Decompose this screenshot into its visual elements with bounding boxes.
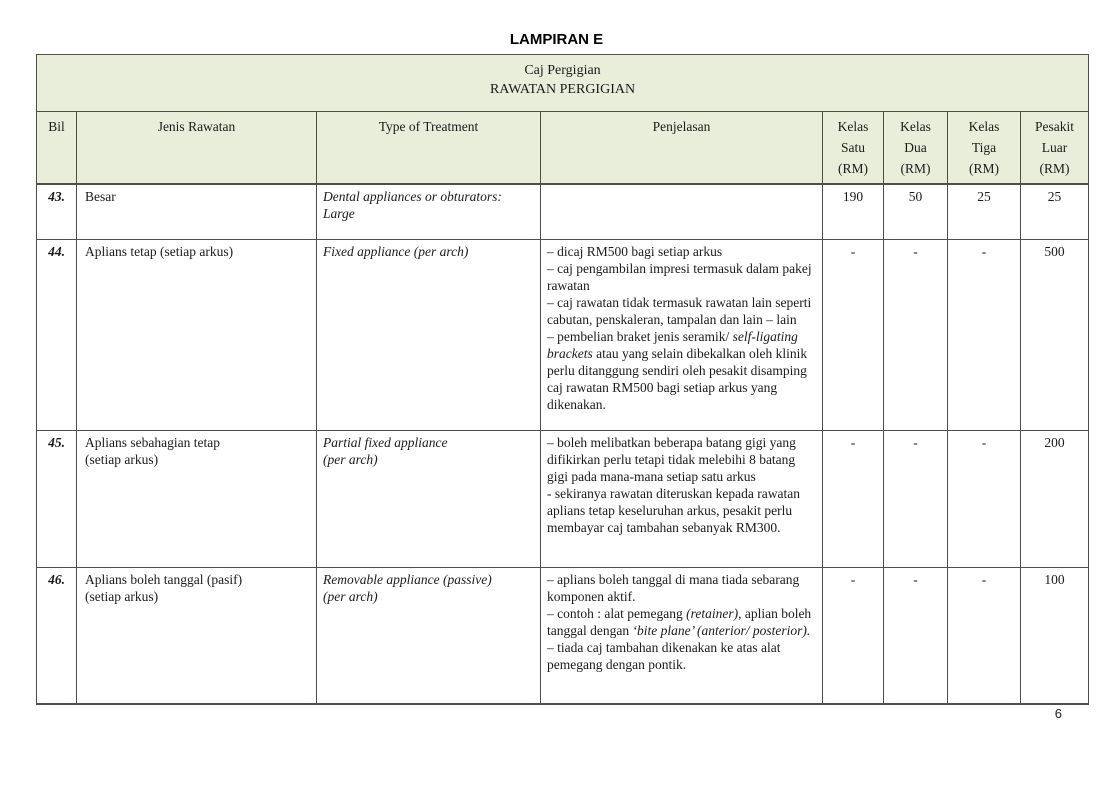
column-header-kelas-tiga [948, 112, 1021, 185]
column-header-line: Satu [840, 140, 865, 155]
penjelasan-text: - sekiranya rawatan diteruskan kepada rawatan aplians tetap keseluruhan arkus, pesakit perlu membayar caj tambahan sebanyak RM300. [547, 485, 800, 535]
penjelasan-item [547, 294, 816, 328]
type-line: Removable appliance (passive) [323, 571, 492, 587]
type-line: Fixed appliance (per arch) [323, 243, 469, 259]
table-row-46 [37, 567, 1089, 704]
column-header-line: Luar [1041, 140, 1068, 155]
cell-jenis-rawatan [77, 430, 317, 567]
penjelasan-text: ‘bite plane’ (anterior/ posterior). [632, 622, 811, 638]
table-row-43 [37, 184, 1089, 239]
jenis-line: Aplians tetap (setiap arkus) [85, 243, 234, 259]
table-title-line1: Caj Pergigian [524, 63, 601, 78]
jenis-line: (setiap arkus) [85, 588, 159, 604]
penjelasan-text: – aplians boleh tanggal di mana tiada sebarang komponen aktif. [547, 571, 800, 604]
cell-type-of-treatment [317, 430, 541, 567]
cell-type-of-treatment [317, 239, 541, 430]
penjelasan-text: – caj pengambilan impresi termasuk dalam pakej rawatan [547, 260, 812, 293]
penjelasan-item [547, 260, 816, 294]
column-header-line: Penjelasan [652, 119, 711, 134]
jenis-line: Aplians boleh tanggal (pasif) [85, 571, 243, 587]
cell-kelas-dua: - [884, 430, 948, 567]
cell-penjelasan [541, 430, 823, 567]
cell-kelas-dua: - [884, 239, 948, 430]
column-header-penjelasan [541, 112, 823, 185]
column-header-type-of-treatment [317, 112, 541, 185]
column-header-line: Pesakit [1035, 119, 1074, 134]
column-header-line: Dua [904, 140, 927, 155]
column-header-line: (RM) [969, 161, 999, 176]
column-header-line: Kelas [968, 119, 1000, 134]
type-line: (per arch) [323, 588, 378, 604]
table-body [37, 184, 1089, 704]
column-header-kelas-dua [884, 112, 948, 185]
penjelasan-text: – pembelian braket jenis seramik/ [547, 328, 733, 344]
type-line: Dental appliances or obturators: [323, 189, 502, 204]
cell-kelas-satu: - [823, 239, 884, 430]
table-title-band-row [37, 55, 1089, 112]
jenis-line: Aplians sebahagian tetap [85, 434, 220, 450]
cell-kelas-satu: - [823, 430, 884, 567]
penjelasan-text: , aplian boleh tanggal dengan [547, 605, 812, 638]
column-header-kelas-satu [823, 112, 884, 185]
cell-jenis-rawatan [77, 184, 317, 239]
column-header-row [37, 112, 1089, 185]
column-header-jenis-rawatan [77, 112, 317, 185]
page-number: 6 [1054, 706, 1062, 721]
cell-kelas-tiga: 25 [948, 184, 1021, 239]
cell-bil: 44. [37, 239, 77, 430]
table-title-band [37, 55, 1089, 112]
penjelasan-item [547, 639, 816, 673]
penjelasan-item [547, 485, 816, 536]
jenis-line: (setiap arkus) [85, 451, 159, 467]
dental-fees-table [36, 54, 1089, 705]
column-header-line: (RM) [838, 161, 868, 176]
cell-kelas-satu: 190 [823, 184, 884, 239]
type-line: Large [323, 206, 355, 221]
cell-type-of-treatment [317, 184, 541, 239]
cell-bil: 46. [37, 567, 77, 704]
type-line: (per arch) [323, 451, 378, 467]
cell-jenis-rawatan [77, 239, 317, 430]
cell-kelas-dua: - [884, 567, 948, 704]
cell-kelas-tiga: - [948, 239, 1021, 430]
column-header-line: Type of Treatment [378, 119, 479, 134]
column-header-line: Kelas [900, 119, 931, 134]
cell-pesakit-luar: 100 [1021, 567, 1089, 704]
penjelasan-text: atau yang selain dibekalkan oleh klinik perlu ditanggung sendiri oleh pesakit disamping caj rawatan RM500 bagi setiap arkus yang dikenakan. [547, 345, 808, 412]
jenis-line: Besar [85, 189, 116, 204]
penjelasan-text: – tiada caj tambahan dikenakan ke atas alat pemegang dengan pontik. [547, 639, 781, 672]
penjelasan-item [547, 328, 816, 413]
column-header-line: (RM) [1039, 161, 1070, 176]
penjelasan-text: – contoh : alat pemegang [547, 605, 687, 621]
penjelasan-text: (retainer) [686, 605, 739, 621]
cell-pesakit-luar: 500 [1021, 239, 1089, 430]
cell-penjelasan [541, 567, 823, 704]
cell-pesakit-luar: 25 [1021, 184, 1089, 239]
column-header-line: Jenis Rawatan [157, 119, 236, 134]
column-header-line: Kelas [837, 119, 869, 134]
page-title: LAMPIRAN E [509, 31, 604, 48]
cell-penjelasan [541, 184, 823, 239]
type-line: Partial fixed appliance [323, 434, 448, 450]
penjelasan-text: – dicaj RM500 bagi setiap arkus [547, 243, 723, 259]
table-row-45 [37, 430, 1089, 567]
penjelasan-text: self-ligating brackets [547, 328, 798, 361]
cell-kelas-tiga: - [948, 567, 1021, 704]
penjelasan-item [547, 605, 816, 639]
penjelasan-text: – boleh melibatkan beberapa batang gigi yang difikirkan perlu tetapi tidak melebihi 8 batang gigi pada mana-mana setiap satu arkus [547, 434, 796, 484]
table-row-44 [37, 239, 1089, 430]
penjelasan-item [547, 243, 816, 260]
cell-jenis-rawatan [77, 567, 317, 704]
penjelasan-text: – caj rawatan tidak termasuk rawatan lain seperti cabutan, penskaleran, tampalan dan lain – lain [547, 294, 812, 327]
column-header-line: Tiga [971, 140, 997, 155]
cell-kelas-satu: - [823, 567, 884, 704]
cell-kelas-tiga: - [948, 430, 1021, 567]
cell-kelas-dua: 50 [884, 184, 948, 239]
table-title-line2: RAWATAN PERGIGIAN [489, 82, 636, 97]
column-header-bil [37, 112, 77, 185]
cell-bil: 43. [37, 184, 77, 239]
column-header-line: Bil [48, 119, 65, 134]
cell-bil: 45. [37, 430, 77, 567]
column-header-line: (RM) [900, 161, 931, 176]
cell-penjelasan [541, 239, 823, 430]
cell-pesakit-luar: 200 [1021, 430, 1089, 567]
column-header-pesakit-luar [1021, 112, 1089, 185]
penjelasan-item [547, 434, 816, 485]
penjelasan-item [547, 571, 816, 605]
cell-type-of-treatment [317, 567, 541, 704]
